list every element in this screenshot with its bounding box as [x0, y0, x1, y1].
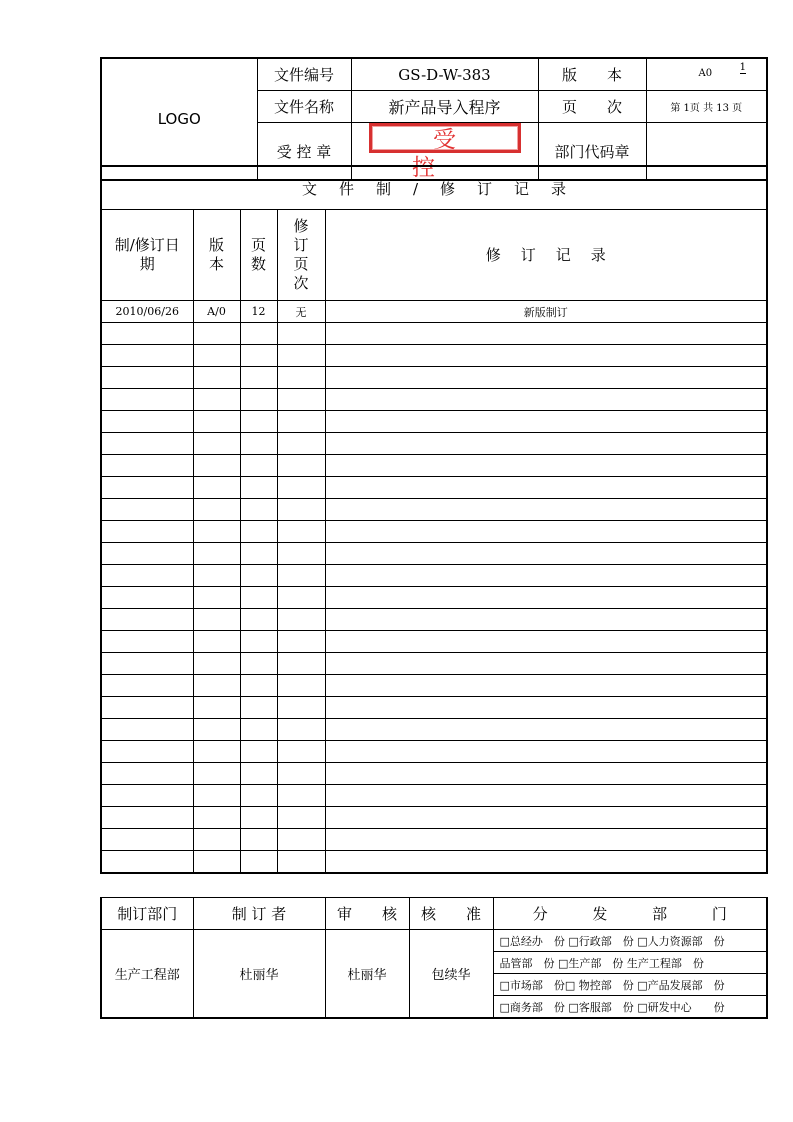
dept-value: 生产工程部: [101, 930, 193, 1019]
record-cell-version: [193, 741, 240, 763]
record-row: [101, 587, 767, 609]
distribution-label: 分 发 部 门: [493, 898, 767, 930]
record-cell-record: [325, 455, 767, 477]
version-label: 版 本: [538, 58, 646, 91]
record-cell-version: [193, 521, 240, 543]
record-cell-rev-pages: [277, 411, 325, 433]
record-cell-pages: [240, 499, 277, 521]
record-cell-date: [101, 631, 193, 653]
record-cell-version: [193, 851, 240, 874]
record-cell-rev-pages: [277, 807, 325, 829]
record-cell-version: [193, 763, 240, 785]
record-cell-version: [193, 565, 240, 587]
record-cell-version: [193, 367, 240, 389]
doc-number-label: 文件编号: [257, 58, 351, 91]
record-row: [101, 301, 767, 323]
record-cell-pages: [240, 697, 277, 719]
record-cell-record: [325, 851, 767, 874]
record-cell-date: [101, 499, 193, 521]
record-row: [101, 697, 767, 719]
doc-name-value: 新产品导入程序: [351, 91, 538, 123]
record-cell-pages: [240, 763, 277, 785]
record-cell-rev-pages: [277, 609, 325, 631]
record-cell-pages: [240, 587, 277, 609]
approval-table: [100, 897, 768, 1019]
record-cell-date: [101, 807, 193, 829]
record-cell-version: [193, 455, 240, 477]
record-cell-rev-pages: [277, 697, 325, 719]
record-cell-version: [193, 543, 240, 565]
record-cell-version: [193, 785, 240, 807]
record-cell-pages: [240, 521, 277, 543]
record-cell-date: [101, 851, 193, 874]
record-cell-version: [193, 389, 240, 411]
record-cell-pages: [240, 829, 277, 851]
page-value: 第 1页 共 13 页: [646, 91, 767, 123]
document-header: [100, 57, 768, 181]
record-cell-record: [325, 631, 767, 653]
record-cell-rev-pages: 无: [277, 301, 325, 323]
revision-record-table: [100, 165, 768, 874]
doc-name-label: 文件名称: [257, 91, 351, 123]
record-cell-record: [325, 763, 767, 785]
record-row: [101, 433, 767, 455]
record-cell-version: [193, 631, 240, 653]
record-cell-record: [325, 741, 767, 763]
distribution-line: □总经办 份 □行政部 份 □人力资源部 份: [493, 930, 767, 952]
record-row: [101, 521, 767, 543]
record-cell-pages: [240, 565, 277, 587]
record-cell-record: [325, 587, 767, 609]
record-cell-pages: [240, 389, 277, 411]
record-title: 文件制/修订记录: [101, 166, 767, 210]
record-cell-date: [101, 433, 193, 455]
page-label: 页 次: [538, 91, 646, 123]
record-cell-rev-pages: [277, 521, 325, 543]
record-cell-pages: [240, 851, 277, 874]
record-cell-rev-pages: [277, 543, 325, 565]
record-cell-record: [325, 697, 767, 719]
record-cell-version: [193, 719, 240, 741]
col-header-record: 修订记录: [325, 210, 767, 301]
version-superscript: 1: [739, 62, 746, 73]
record-cell-version: [193, 697, 240, 719]
record-cell-record: [325, 389, 767, 411]
record-row: [101, 763, 767, 785]
record-row: [101, 323, 767, 345]
record-cell-record: [325, 543, 767, 565]
record-row: [101, 345, 767, 367]
record-cell-record: [325, 807, 767, 829]
record-cell-pages: [240, 477, 277, 499]
record-row: [101, 851, 767, 874]
record-cell-date: [101, 543, 193, 565]
record-cell-date: [101, 609, 193, 631]
record-cell-record: [325, 433, 767, 455]
record-cell-record: [325, 719, 767, 741]
record-row: [101, 367, 767, 389]
author-label: 制 订 者: [193, 898, 325, 930]
record-row: [101, 499, 767, 521]
record-cell-rev-pages: [277, 323, 325, 345]
record-cell-record: [325, 675, 767, 697]
approve-label: 核 准: [409, 898, 493, 930]
record-cell-record: [325, 785, 767, 807]
distribution-line: 品管部 份 □生产部 份 生产工程部 份: [493, 952, 767, 974]
record-cell-record: 新版制订: [325, 301, 767, 323]
record-cell-date: [101, 521, 193, 543]
record-cell-date: [101, 323, 193, 345]
record-cell-rev-pages: [277, 675, 325, 697]
record-cell-date: [101, 785, 193, 807]
record-cell-date: [101, 741, 193, 763]
record-cell-date: [101, 587, 193, 609]
record-cell-date: [101, 477, 193, 499]
record-cell-rev-pages: [277, 565, 325, 587]
record-cell-version: [193, 345, 240, 367]
record-cell-record: [325, 367, 767, 389]
record-cell-record: [325, 345, 767, 367]
record-cell-version: [193, 323, 240, 345]
record-cell-pages: [240, 653, 277, 675]
record-cell-rev-pages: [277, 345, 325, 367]
record-cell-date: 2010/06/26: [101, 301, 193, 323]
record-cell-date: [101, 455, 193, 477]
col-header-rev-pages: 修 订 页 次: [277, 210, 325, 301]
record-row: [101, 389, 767, 411]
record-cell-date: [101, 653, 193, 675]
record-cell-pages: [240, 631, 277, 653]
approve-value: 包续华: [409, 930, 493, 1019]
record-cell-date: [101, 829, 193, 851]
record-cell-date: [101, 389, 193, 411]
record-cell-rev-pages: [277, 477, 325, 499]
record-cell-rev-pages: [277, 653, 325, 675]
record-cell-version: A/0: [193, 301, 240, 323]
record-cell-date: [101, 697, 193, 719]
record-cell-date: [101, 719, 193, 741]
record-cell-record: [325, 829, 767, 851]
col-header-version: 版 本: [193, 210, 240, 301]
record-row: [101, 477, 767, 499]
record-cell-version: [193, 829, 240, 851]
record-row: [101, 675, 767, 697]
record-cell-pages: [240, 345, 277, 367]
record-cell-version: [193, 609, 240, 631]
distribution-line: □商务部 份 □客服部 份 □研发中心 份: [493, 996, 767, 1019]
record-row: [101, 807, 767, 829]
record-cell-record: [325, 565, 767, 587]
record-row: [101, 741, 767, 763]
record-cell-version: [193, 411, 240, 433]
record-row: [101, 653, 767, 675]
record-cell-rev-pages: [277, 719, 325, 741]
record-cell-record: [325, 653, 767, 675]
record-cell-pages: [240, 543, 277, 565]
record-cell-rev-pages: [277, 741, 325, 763]
record-cell-pages: [240, 455, 277, 477]
col-header-pages: 页 数: [240, 210, 277, 301]
record-cell-rev-pages: [277, 829, 325, 851]
dept-label: 制订部门: [101, 898, 193, 930]
controlled-stamp-label: 受 控 章: [257, 123, 351, 181]
record-row: [101, 719, 767, 741]
record-cell-date: [101, 367, 193, 389]
record-cell-rev-pages: [277, 587, 325, 609]
record-cell-rev-pages: [277, 785, 325, 807]
record-cell-date: [101, 565, 193, 587]
record-cell-date: [101, 675, 193, 697]
record-row: [101, 829, 767, 851]
record-cell-date: [101, 345, 193, 367]
record-row: [101, 609, 767, 631]
record-cell-date: [101, 763, 193, 785]
record-cell-pages: [240, 609, 277, 631]
record-cell-pages: [240, 323, 277, 345]
record-row: [101, 455, 767, 477]
record-cell-rev-pages: [277, 455, 325, 477]
record-cell-rev-pages: [277, 389, 325, 411]
record-cell-version: [193, 675, 240, 697]
record-cell-rev-pages: [277, 433, 325, 455]
record-cell-rev-pages: [277, 631, 325, 653]
record-cell-pages: [240, 719, 277, 741]
record-cell-pages: [240, 367, 277, 389]
distribution-line: □市场部 份□ 物控部 份 □产品发展部 份: [493, 974, 767, 996]
record-cell-pages: [240, 675, 277, 697]
record-cell-record: [325, 499, 767, 521]
record-cell-record: [325, 477, 767, 499]
record-row: [101, 543, 767, 565]
col-header-date: 制/修订日 期: [101, 210, 193, 301]
doc-number-value: GS-D-W-383: [351, 58, 538, 91]
record-cell-date: [101, 411, 193, 433]
review-label: 审 核: [325, 898, 409, 930]
version-cell: [646, 58, 767, 91]
record-cell-rev-pages: [277, 499, 325, 521]
record-cell-pages: [240, 741, 277, 763]
record-cell-pages: [240, 785, 277, 807]
dept-code-label: 部门代码章: [538, 123, 646, 181]
record-cell-version: [193, 653, 240, 675]
record-cell-record: [325, 411, 767, 433]
record-cell-rev-pages: [277, 367, 325, 389]
record-row: [101, 565, 767, 587]
record-row: [101, 411, 767, 433]
record-row: [101, 785, 767, 807]
record-cell-pages: [240, 433, 277, 455]
record-cell-pages: [240, 807, 277, 829]
record-cell-record: [325, 521, 767, 543]
record-cell-record: [325, 609, 767, 631]
record-cell-record: [325, 323, 767, 345]
record-cell-pages: 12: [240, 301, 277, 323]
record-cell-rev-pages: [277, 851, 325, 874]
controlled-stamp: 受控: [369, 123, 521, 153]
company-logo: LOGO: [101, 58, 257, 180]
author-value: 杜丽华: [193, 930, 325, 1019]
record-cell-pages: [240, 411, 277, 433]
record-cell-version: [193, 477, 240, 499]
review-value: 杜丽华: [325, 930, 409, 1019]
record-cell-rev-pages: [277, 763, 325, 785]
record-cell-version: [193, 807, 240, 829]
record-cell-version: [193, 499, 240, 521]
version-value: A0: [698, 68, 713, 79]
record-row: [101, 631, 767, 653]
record-cell-version: [193, 587, 240, 609]
record-cell-version: [193, 433, 240, 455]
